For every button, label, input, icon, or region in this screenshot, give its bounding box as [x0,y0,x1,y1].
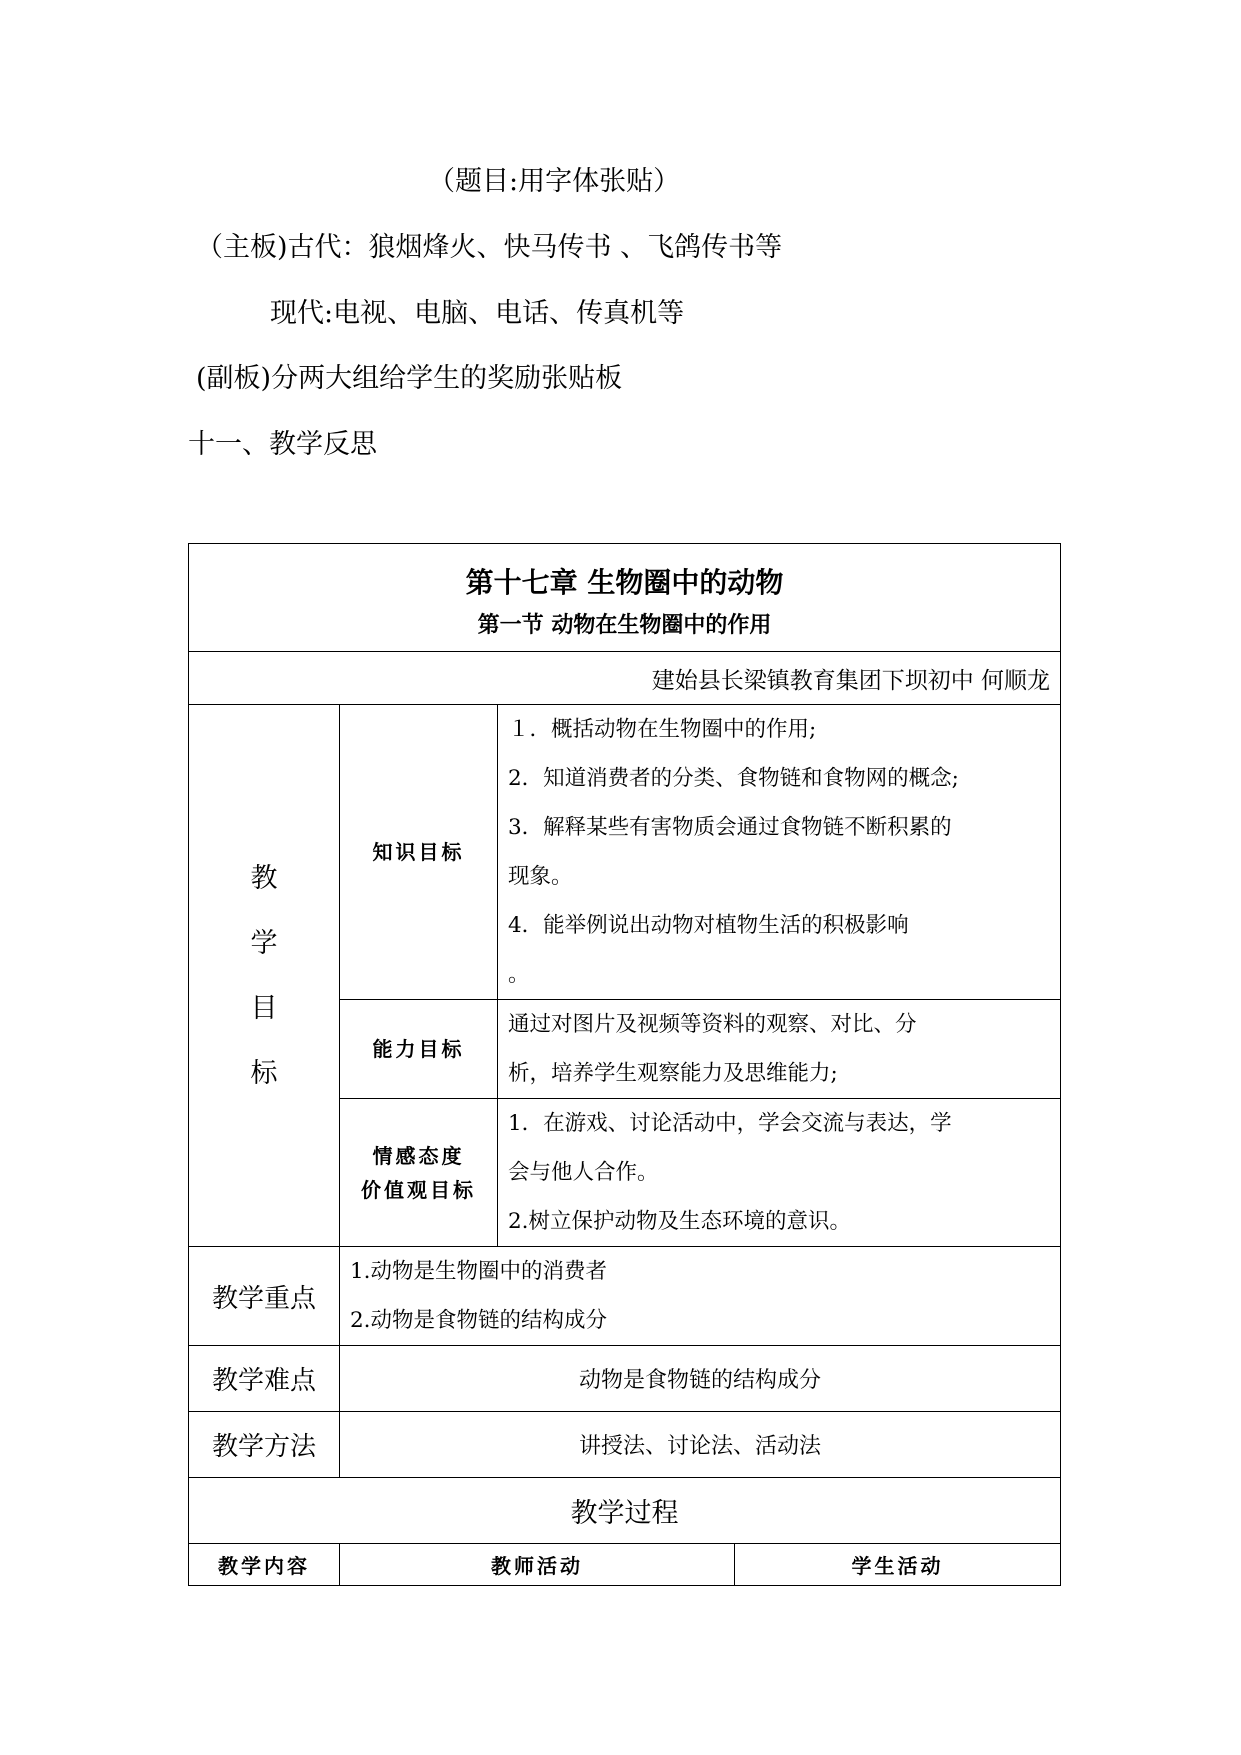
process-heading: 教学过程 [189,1478,1061,1544]
emotion-item: 1．在游戏、讨论活动中，学会交流与表达，学 [508,1111,952,1136]
author: 建始县长梁镇教育集团下坝初中 何顺龙 [189,652,1061,705]
chapter-row [189,544,1061,652]
sub-board-line: (副板)分两大组给学生的奖励张贴板 [196,363,623,394]
knowledge-item: １．概括动物在生物圈中的作用; [508,717,817,742]
knowledge-item: 。 [508,962,530,987]
key-points-row [189,1247,1061,1346]
column-header-content: 教学内容 [189,1544,340,1586]
difficulty-value: 动物是食物链的结构成分 [340,1346,1061,1412]
reflection-heading: 十一、教学反思 [188,429,377,460]
key-point-item: 1.动物是生物圈中的消费者 [350,1259,608,1284]
knowledge-row [189,705,1061,1000]
ability-item: 析，培养学生观察能力及思维能力; [508,1061,838,1086]
main-board-line: （主板)古代：狼烟烽火、快马传书 、飞鸽传书等 [196,232,783,263]
process-heading-row [189,1478,1061,1544]
method-value: 讲授法、讨论法、活动法 [340,1412,1061,1478]
modern-line: 现代:电视、电脑、电话、传真机等 [270,298,685,329]
chapter-header-cell [189,544,1061,652]
section-title: 第一节 动物在生物圈中的作用 [477,613,772,638]
emotion-item: 2.树立保护动物及生态环境的意识。 [508,1209,852,1234]
process-header-row [189,1544,1061,1586]
title-note: （题目:用字体张贴） [428,166,681,197]
ability-label: 能力目标 [340,1000,498,1099]
emotion-label: 情感态度 价值观目标 [340,1099,498,1247]
chapter-title: 第十七章 生物圈中的动物 [465,566,784,599]
objectives-label: 教 学 目 标 [189,705,340,1247]
knowledge-label: 知识目标 [340,705,498,1000]
key-points-label: 教学重点 [189,1247,340,1346]
lesson-plan-table [188,543,1061,1586]
emotion-items [498,1099,1061,1247]
column-header-teacher: 教师活动 [340,1544,735,1586]
key-points-items [340,1247,1061,1346]
knowledge-item: 现象。 [508,864,573,889]
emotion-item: 会与他人合作。 [508,1160,659,1185]
difficulty-row [189,1346,1061,1412]
knowledge-item: 2．知道消费者的分类、食物链和食物网的概念; [508,766,959,791]
method-row [189,1412,1061,1478]
difficulty-label: 教学难点 [189,1346,340,1412]
knowledge-item: 4．能举例说出动物对植物生活的积极影响 [508,913,909,938]
ability-items [498,1000,1061,1099]
key-point-item: 2.动物是食物链的结构成分 [350,1308,608,1333]
ability-item: 通过对图片及视频等资料的观察、对比、分 [508,1012,917,1037]
knowledge-item: 3．解释某些有害物质会通过食物链不断积累的 [508,815,952,840]
column-header-student: 学生活动 [735,1544,1061,1586]
author-row [189,652,1061,705]
method-label: 教学方法 [189,1412,340,1478]
knowledge-items [498,705,1061,1000]
